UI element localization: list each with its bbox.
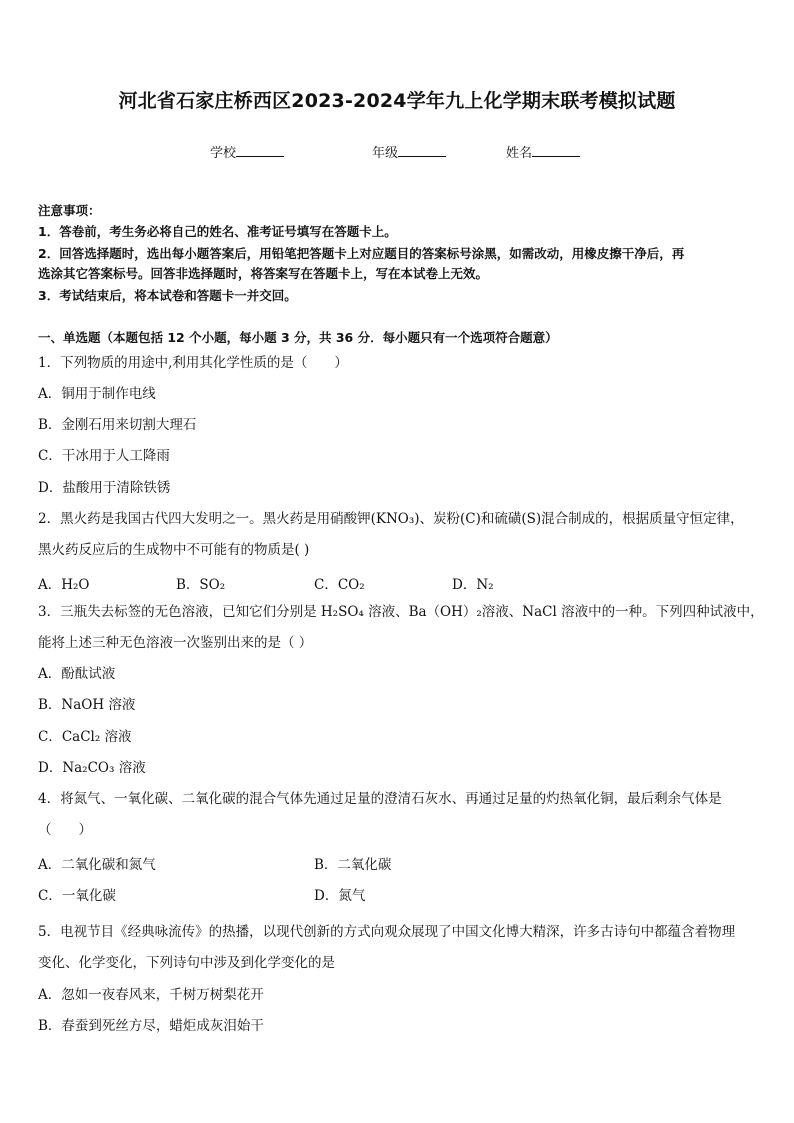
q4-option-b: B．二氧化碳 [314, 857, 392, 873]
q5-option-a: A．忽如一夜春风来，千树万树梨花开 [38, 987, 264, 1003]
question-4-stem: 4．将氮气、一氧化碳、二氧化碳的混合气体先通过足量的澄清石灰水、再通过足量的灼热氧化铜，最后剩余气体是 [38, 791, 722, 807]
q3-option-d: D．Na₂CO₃ 溶液 [38, 760, 146, 776]
school-blank [236, 144, 284, 157]
q4-option-c: C．一氧化碳 [38, 888, 116, 904]
q5-option-b: B．春蚕到死丝方尽，蜡炬成灰泪始干 [38, 1018, 264, 1034]
q2-option-a: A．H₂O [38, 577, 90, 593]
question-1-stem: 1．下列物质的用途中,利用其化学性质的是（ ） [38, 355, 348, 371]
q1-option-d: D．盐酸用于清除铁锈 [38, 480, 171, 496]
q2-option-b: B．SO₂ [176, 577, 226, 593]
notice-item: 选涂其它答案标号。回答非选择题时，将答案写在答题卡上，写在本试卷上无效。 [38, 266, 489, 281]
q1-option-c: C．干冰用于人工降雨 [38, 448, 170, 464]
question-2-stem: 2．黑火药是我国古代四大发明之一。黑火药是用硝酸钾(KNO₃)、炭粉(C)和硫磺(S)混合制成的，根据质量守恒定律， [38, 511, 744, 527]
notice-item: 1．答卷前，考生务必将自己的姓名、准考证号填写在答题卡上。 [38, 224, 397, 239]
notice-item: 2．回答选择题时，选出每小题答案后，用铅笔把答题卡上对应题目的答案标号涂黑，如需改动，用橡皮擦干净后，再 [38, 246, 685, 261]
grade-label: 年级 [372, 146, 399, 161]
question-5-stem: 5．电视节目《经典咏流传》的热播，以现代创新的方式向观众展现了中国文化博大精深，许多古诗句中都蕴含着物理 [38, 924, 736, 940]
notice-item: 3．考试结束后，将本试卷和答题卡一并交回。 [38, 288, 297, 303]
notice-heading: 注意事项： [38, 203, 101, 218]
q4-option-a: A．二氧化碳和氮气 [38, 857, 156, 873]
q2-option-c: C．CO₂ [314, 577, 365, 593]
question-4-stem-cont: （ ） [38, 822, 92, 838]
question-3-stem-cont: 能将上述三种无色溶液一次鉴别出来的是（ ） [38, 635, 313, 651]
q4-option-d: D．氮气 [314, 888, 366, 904]
question-2-stem-cont: 黑火药反应后的生成物中不可能有的物质是( ) [38, 542, 310, 558]
q2-option-d: D．N₂ [452, 577, 494, 593]
q1-option-b: B．金刚石用来切割大理石 [38, 417, 197, 433]
question-5-stem-cont: 变化、化学变化，下列诗句中涉及到化学变化的是 [38, 955, 335, 971]
q3-option-a: A．酚酞试液 [38, 666, 116, 682]
name-label: 姓名 [506, 146, 533, 161]
grade-blank [398, 144, 446, 157]
section-heading: 一、单选题（本题包括 12 个小题，每小题 3 分，共 36 分．每小题只有一个选项符合题意） [38, 330, 558, 345]
q1-option-a: A．铜用于制作电线 [38, 386, 156, 402]
page-title: 河北省石家庄桥西区2023-2024学年九上化学期末联考模拟试题 [118, 90, 676, 112]
question-3-stem: 3．三瓶失去标签的无色溶液，已知它们分别是 H₂SO₄ 溶液、Ba（OH）₂溶液、NaCl 溶液中的一种。下列四种试液中， [38, 604, 764, 620]
q3-option-b: B．NaOH 溶液 [38, 697, 136, 713]
grade-field [372, 142, 446, 161]
school-label: 学校 [210, 146, 237, 161]
q3-option-c: C．CaCl₂ 溶液 [38, 729, 132, 745]
school-field [210, 142, 284, 161]
name-blank [532, 144, 580, 157]
name-field [506, 142, 580, 161]
